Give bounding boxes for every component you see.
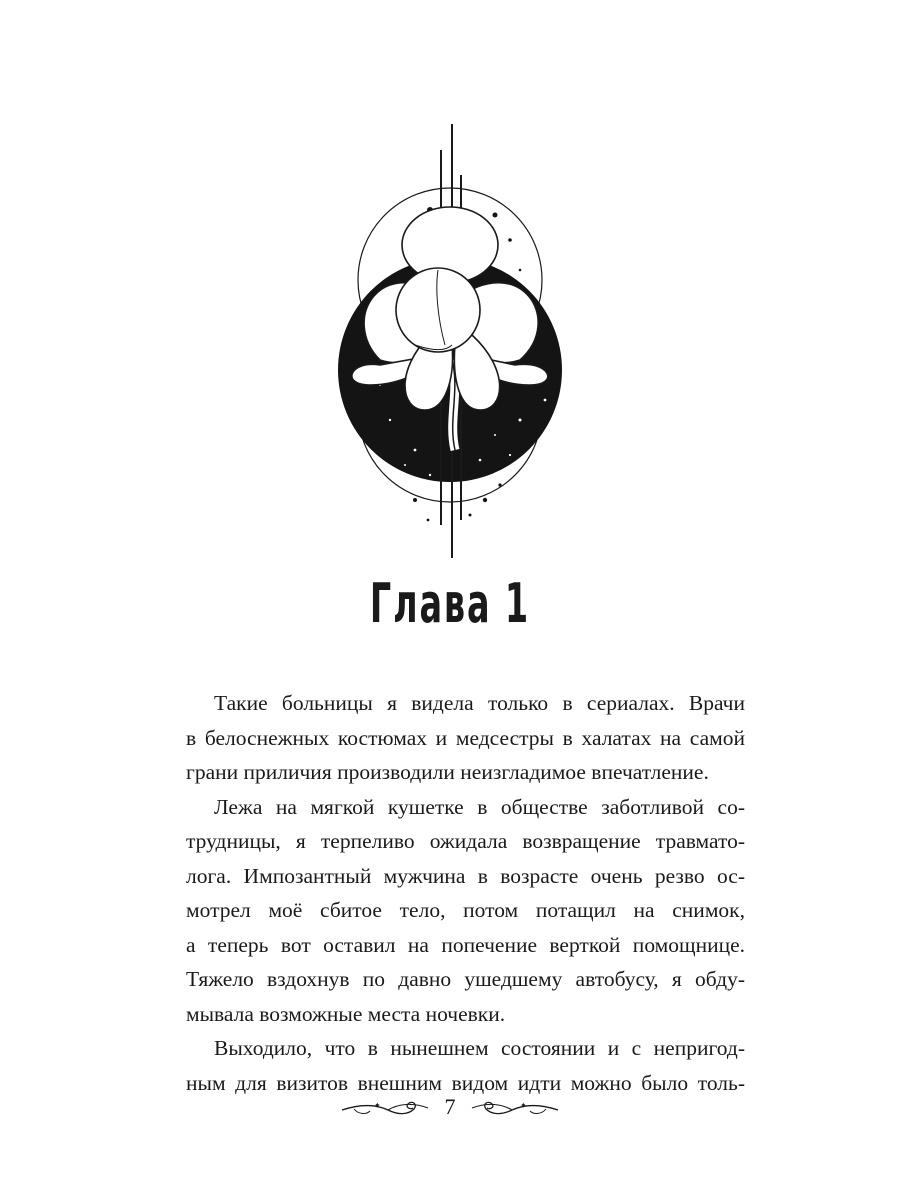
text-line: Лежа на мягкой кушетке в обществе заботливой со- [214, 794, 745, 819]
text-line: мывала возможные места ночевки. [186, 1001, 506, 1026]
text-line: Такие больницы я видела только в сериалах. Врачи [214, 691, 745, 715]
text-line: а теперь вот оставил на попечение верткой помощнице. [186, 932, 745, 957]
text-line: Выходило, что в нынешнем состоянии и с непригод- [214, 1036, 745, 1060]
flower-moon-illustration [320, 120, 580, 560]
svg-text:✦: ✦ [374, 1101, 381, 1110]
page-footer [0, 1090, 900, 1130]
chapter-body [158, 686, 745, 1100]
text-line: грани приличия производили неизгладимое впечатление. [186, 760, 709, 784]
page-number: 7 [444, 1094, 456, 1119]
text-line: мотрел моё сбитое тело, потом потащил на снимок, [186, 898, 745, 922]
paragraph [158, 686, 745, 790]
text-line: лога. Импозантный мужчина в возрасте очень резво ос- [186, 863, 745, 888]
text-line: трудницы, я терпеливо ожидала возвращение травмато- [186, 829, 745, 853]
text-line: ным для визитов внешним видом идти можно было толь- [186, 1070, 745, 1095]
svg-text:✦: ✦ [520, 1101, 527, 1110]
chapter-title: Глава 1 [369, 572, 531, 635]
right-flourish-icon [468, 1096, 560, 1124]
text-line: Тяжело вздохнув по давно ушедшему автобусу, я обду- [186, 967, 745, 991]
paragraph [158, 790, 745, 1032]
text-line: в белоснежных костюмах и медсестры в халатах на самой [186, 725, 745, 750]
